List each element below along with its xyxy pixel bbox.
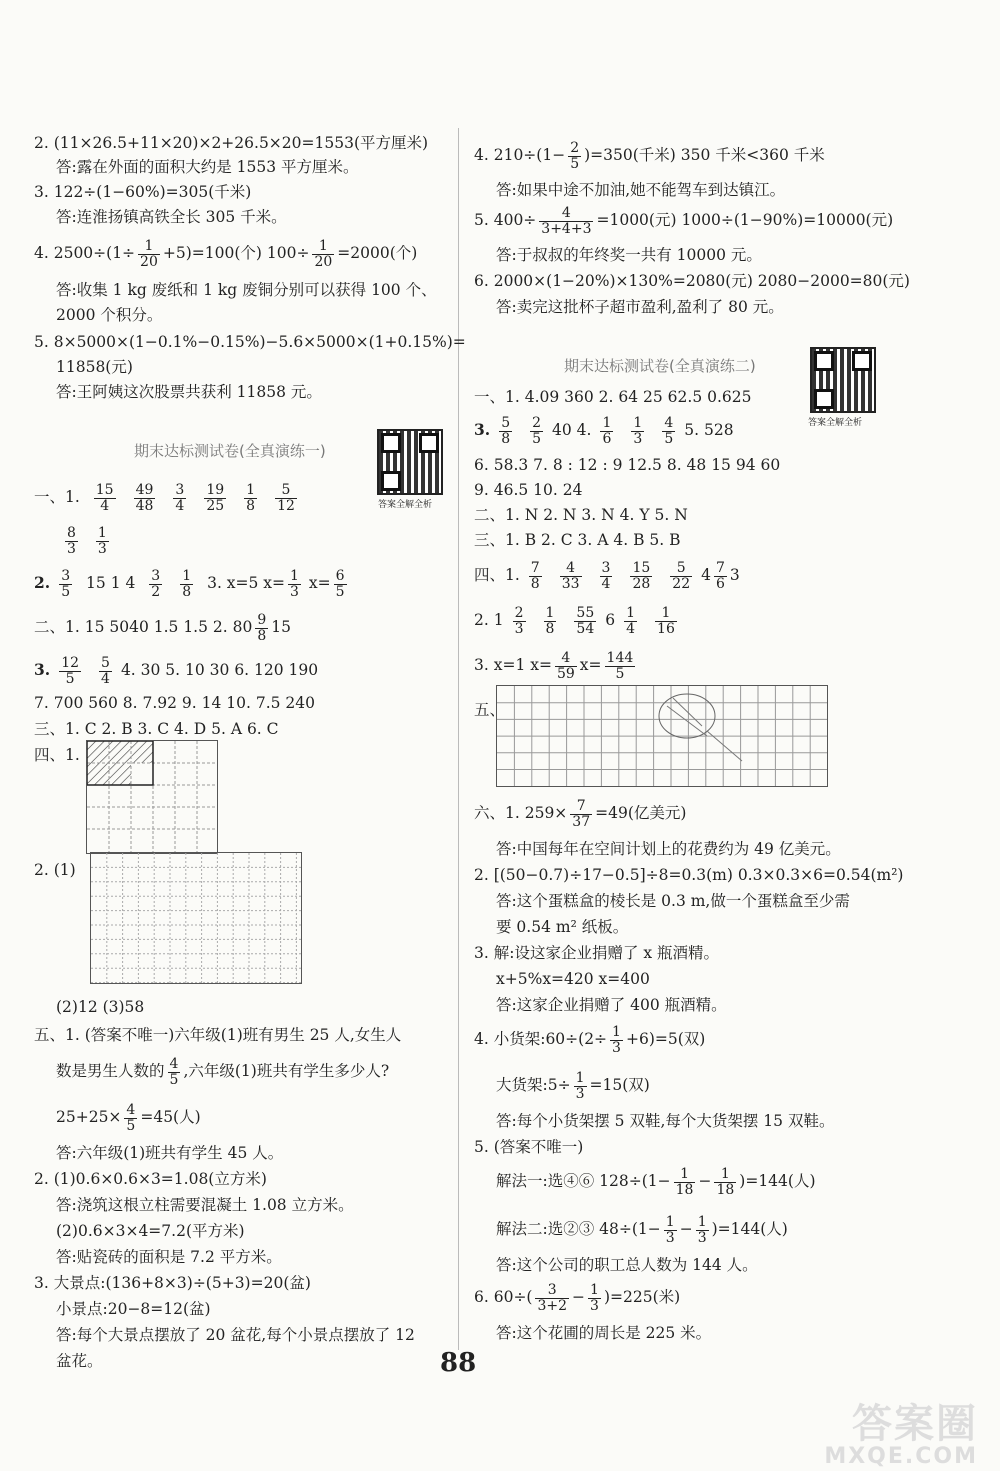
qr-code-icon — [377, 429, 443, 495]
qr-label: 答案全解全析 — [378, 500, 433, 510]
part5-q3-c: 答:每个大景点摆放了 20 盆花,每个小景点摆放了 12 — [56, 1326, 415, 1344]
part1-q1-cont — [56, 520, 118, 560]
p2-part6-q5-b: 解法二:选②③ 48÷(1− $\frac{1}{3}$ − $\frac{1}{3}$ )=144(人) — [496, 1213, 788, 1246]
section-title-1: 期末达标测试卷(全真演练一) — [134, 442, 326, 460]
p2-part2: 二、1. N 2. N 3. N 4. Y 5. N — [474, 506, 688, 524]
fraction: $\frac{2}{5}$ — [532, 414, 542, 447]
fraction: $\frac{3}{4}$ — [175, 481, 185, 514]
p2-part6-q2-b: 答:这个蛋糕盒的棱长是 0.3 m,做一个蛋糕盒至少需 — [496, 892, 850, 910]
shaded-grid — [86, 740, 218, 854]
p2-part6-q1-text: 答:中国每年在空间计划上的花费约为 49 亿美元。 — [496, 840, 841, 858]
answer-5: 5. 8×5000×(1−0.1%−0.15%)−5.6×5000×(1+0.15%)= — [34, 333, 466, 351]
empty-grid — [90, 852, 302, 984]
p2-part6-q5: 5. (答案不唯一) — [474, 1138, 584, 1156]
p2-part6-q6: 6. 60÷( $\frac{3}{3+2}$ − $\frac{1}{3}$ )=225(米) — [474, 1281, 681, 1314]
p2-part1-q3: 3. $\frac{5}{8}$ $\frac{2}{5}$ 40 4. $\frac{1}{6}$ $\frac{1}{3}$ $\frac{4}{5}$ 5. 528 — [474, 414, 734, 447]
part5-q3-d: 盆花。 — [56, 1352, 103, 1370]
fraction: $\frac{5}{8}$ — [501, 414, 511, 447]
fraction: $\frac{5}{22}$ — [672, 559, 691, 592]
p2-part6-q3: 3. 解:设这家企业捐赠了 x 瓶酒精。 — [474, 944, 720, 962]
part3: 三、1. C 2. B 3. C 4. D 5. A 6. C — [34, 720, 279, 738]
watermark-logo: 答案圈 — [852, 1401, 978, 1447]
p2-part3: 三、1. B 2. C 3. A 4. B 5. B — [474, 531, 681, 549]
answer-5-text: 答:王阿姨这次股票共获利 11858 元。 — [56, 383, 322, 401]
answer-4: 4. 2500÷(1÷ $\frac{1}{20}$ +5)=100(个) 100÷ $\frac{1}{20}$ =2000(个) — [34, 237, 418, 270]
p2-part1-q1: 一、1. 4.09 360 2. 64 25 62.5 0.625 — [474, 388, 752, 406]
fraction: $\frac{1}{3}$ — [97, 524, 107, 557]
p2-part6-q5-a: 解法一:选④⑥ 128÷(1− $\frac{1}{18}$ − $\frac{1}{18}$ )=144(人) — [496, 1165, 816, 1198]
fraction: $\frac{3}{2}$ — [151, 567, 161, 600]
part2-q7: 7. 700 560 8. 7.92 9. 14 10. 7.5 240 — [34, 694, 315, 712]
part4-q1-label: 四、1. — [34, 746, 80, 764]
part2-q1: 二、1. 15 5040 1.5 1.5 2. 80 $\frac{9}{8}$ 15 — [34, 611, 291, 644]
p2-part6-q4-c: 答:每个小货架摆 5 双鞋,每个大货架摆 15 双鞋。 — [496, 1112, 835, 1130]
qr-code-icon — [810, 347, 876, 413]
part1-q2: 2. $\frac{3}{5}$ 15 1 4 $\frac{3}{2}$ $\frac{1}{8}$ 3. x=5 x= $\frac{1}{3}$ x= $\frac{6}{5}$ — [34, 567, 345, 600]
map-grid — [496, 685, 828, 787]
fraction: $\frac{55}{54}$ — [576, 604, 595, 637]
fraction: $\frac{1}{6}$ — [602, 414, 612, 447]
answer-3: 3. 122÷(1−60%)=305(千米) — [34, 183, 252, 201]
answer-3-text: 答:连淮扬镇高铁全长 305 千米。 — [56, 208, 287, 226]
column-divider — [458, 128, 459, 1350]
p2-part6-q6-b: 答:这个花圃的周长是 225 米。 — [496, 1324, 712, 1342]
answer-r4: 4. 210÷(1− $\frac{2}{5}$ )=350(千米) 350 千米<360 千米 — [474, 139, 825, 172]
fraction: $\frac{1}{8}$ — [246, 481, 256, 514]
answer-4-text: 答:收集 1 kg 废纸和 1 kg 废铜分别可以获得 100 个、 — [56, 281, 437, 299]
part5-q2-a: 2. (1)0.6×0.6×3=1.08(立方米) — [34, 1170, 267, 1188]
fraction: $\frac{15}{28}$ — [632, 559, 651, 592]
part5-q3-a: 3. 大景点:(136+8×3)÷(5+3)=20(盆) — [34, 1274, 311, 1292]
fraction: $\frac{2}{3}$ — [514, 604, 524, 637]
p2-part6-q4: 4. 小货架:60÷(2÷ $\frac{1}{3}$ +6)=5(双) — [474, 1023, 706, 1056]
part5-q1-c: 25+25× $\frac{4}{5}$ =45(人) — [56, 1101, 201, 1134]
answer-2: 2. (11×26.5+11×20)×2+26.5×20=1553(平方厘米) — [34, 134, 429, 152]
part2-q3: 3. $\frac{12}{5}$ $\frac{5}{4}$ 4. 30 5. 10 30 6. 120 190 — [34, 654, 319, 687]
fraction: $\frac{12}{5}$ — [61, 654, 80, 687]
part1-q1: 一、1. $\frac{15}{4}$ $\frac{49}{48}$ $\frac{3}{4}$ $\frac{19}{25}$ $\frac{1}{8}$ $\frac{5}{12}$ — [34, 481, 295, 514]
fraction: $\frac{15}{4}$ — [95, 481, 114, 514]
fraction: $\frac{7}{8}$ — [530, 559, 540, 592]
p2-part5-label: 五、 — [474, 701, 506, 719]
p2-part1-q6: 6. 58.3 7. 8 : 12 : 9 12.5 8. 48 15 94 60 — [474, 456, 781, 474]
fraction: $\frac{19}{25}$ — [206, 481, 225, 514]
part5-q2-b: 答:浇筑这根立柱需要混凝土 1.08 立方米。 — [56, 1196, 354, 1214]
fraction: $\frac{3}{5}$ — [61, 567, 71, 600]
fraction: $\frac{8}{3}$ — [67, 524, 76, 557]
fraction: $\frac{1}{16}$ — [657, 604, 675, 637]
part5-q1: 五、1. (答案不唯一)六年级(1)班有男生 25 人,女生人 — [34, 1026, 402, 1044]
part5-q2-c: (2)0.6×3×4=7.2(平方米) — [56, 1222, 245, 1240]
qr-label: 答案全解全析 — [808, 418, 863, 428]
page-number: 88 — [440, 1348, 477, 1378]
answer-5-result: 11858(元) — [56, 358, 133, 376]
answer-r6: 6. 2000×(1−20%)×130%=2080(元) 2080−2000=80(元) — [474, 272, 910, 290]
answer-r5-text: 答:于叔叔的年终奖一共有 10000 元。 — [496, 246, 762, 264]
answer-r5: 5. 400÷ $\frac{4}{3+4+3}$ =1000(元) 1000÷(1−90%)=10000(元) — [474, 204, 894, 237]
fraction: $\frac{49}{48}$ — [135, 481, 154, 514]
fraction: $\frac{3}{4}$ — [601, 559, 611, 592]
p2-part6-q3-c: 答:这家企业捐赠了 400 瓶酒精。 — [496, 996, 727, 1014]
part4-q2-label: 2. (1) — [34, 861, 76, 879]
fraction: $\frac{1}{3}$ — [633, 414, 643, 447]
p2-part6-q2: 2. [(50−0.7)÷17−0.5]÷8=0.3(m) 0.3×0.3×6=0.54(m²) — [474, 866, 904, 884]
answer-r4-text: 答:如果中途不加油,她不能驾车到达镇江。 — [496, 181, 786, 199]
p2-part6-q2-c: 要 0.54 m² 纸板。 — [496, 918, 629, 936]
fraction: $\frac{4}{5}$ — [664, 414, 674, 447]
fraction: $\frac{1}{4}$ — [626, 604, 636, 637]
p2-part4-q1: 四、1. $\frac{7}{8}$ $\frac{4}{33}$ $\frac{3}{4}$ $\frac{15}{28}$ $\frac{5}{22}$ 4 $\frac{7}{6}$ 3 — [474, 559, 740, 592]
watermark — [824, 1401, 978, 1469]
watermark-url: MXQE.COM — [824, 1444, 978, 1469]
fraction: $\frac{5}{12}$ — [277, 481, 295, 514]
p2-part4-q2: 2. 1 $\frac{2}{3}$ $\frac{1}{8}$ $\frac{55}{54}$ 6 $\frac{1}{4}$ $\frac{1}{16}$ — [474, 604, 675, 637]
p2-part6-q4-b: 大货架:5÷ $\frac{1}{3}$ =15(双) — [496, 1069, 650, 1102]
p2-part6-q5-c: 答:这个公司的职工总人数为 144 人。 — [496, 1256, 758, 1274]
answer-4-text-2: 2000 个积分。 — [56, 306, 163, 324]
fraction: $\frac{4}{33}$ — [561, 559, 580, 592]
fraction: $\frac{1}{8}$ — [545, 604, 555, 637]
part5-q3-b: 小景点:20−8=12(盆) — [56, 1300, 211, 1318]
part5-q1-d: 答:六年级(1)班共有学生 45 人。 — [56, 1144, 284, 1162]
section-title-2: 期末达标测试卷(全真演练二) — [564, 357, 756, 375]
answer-r6-text: 答:卖完这批杯子超市盈利,盈利了 80 元。 — [496, 298, 784, 316]
part5-q2-d: 答:贴瓷砖的面积是 7.2 平方米。 — [56, 1248, 282, 1266]
part4-q2-answers: (2)12 (3)58 — [56, 998, 145, 1016]
p2-part1-q9: 9. 46.5 10. 24 — [474, 481, 583, 499]
p2-part6-q3-b: x+5%x=420 x=400 — [496, 970, 650, 988]
answer-2-text: 答:露在外面的面积大约是 1553 平方厘米。 — [56, 158, 359, 176]
fraction: $\frac{5}{4}$ — [101, 654, 110, 687]
part5-q1-b: 数是男生人数的 $\frac{4}{5}$ ,六年级(1)班共有学生多少人? — [56, 1055, 390, 1088]
p2-part6-q1: 六、1. 259× $\frac{7}{37}$ =49(亿美元) — [474, 797, 687, 830]
p2-part4-q3: 3. x=1 x= $\frac{4}{59}$ x= $\frac{144}{5}$ — [474, 649, 634, 682]
fraction: $\frac{1}{8}$ — [182, 567, 192, 600]
